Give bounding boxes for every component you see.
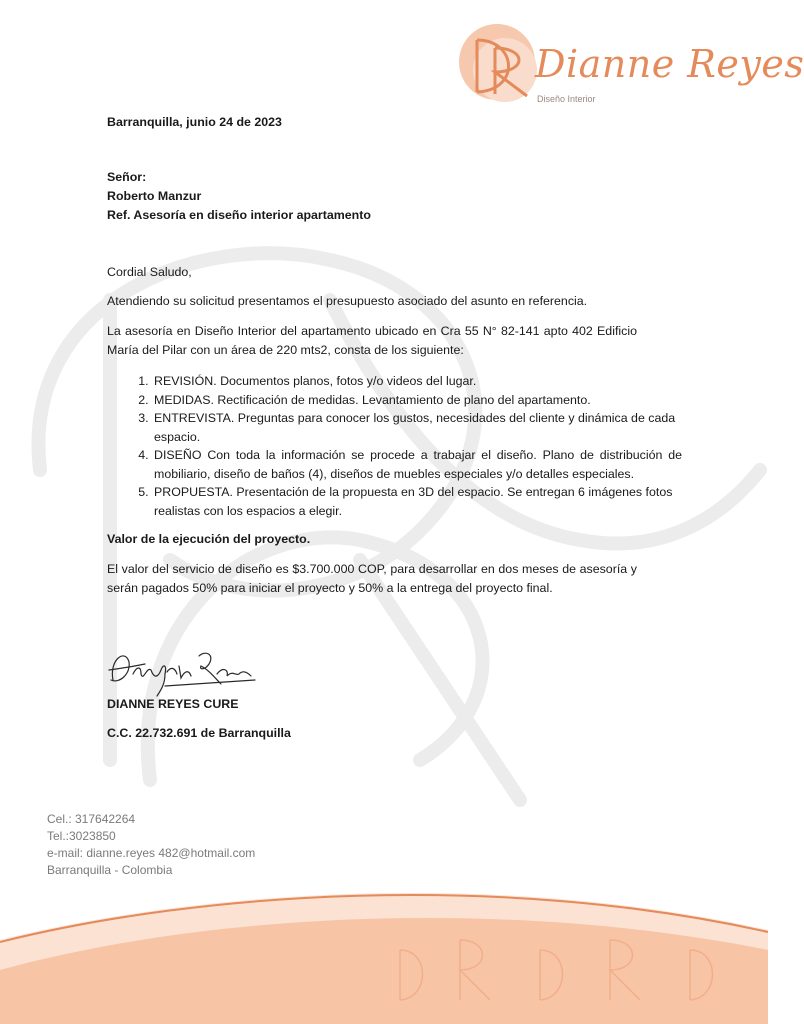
reference-line: Ref. Asesoría en diseño interior apartamento [107,208,371,222]
brand-tagline: Diseño Interior [537,94,596,104]
city-line: Barranquilla - Colombia [47,863,173,877]
salutation-title: Señor: [107,170,147,184]
list-item: 2. MEDIDAS. Rectificación de medidas. Levantamiento de plano del apartamento. [152,391,682,410]
intro-paragraph: Atendiendo su solicitud presentamos el presupuesto asociado del asunto en referencia. [107,294,588,308]
list-item: 1. REVISIÓN. Documentos planos, fotos y/o videos del lugar. [152,372,682,391]
cel-number: Cel.: 317642264 [47,812,136,826]
value-paragraph: El valor del servicio de diseño es $3.700.000 COP, para desarrollar en dos meses de asesoría y serán pagados 50% para iniciar el proyecto y 50% a la entrega del proyecto final. [107,562,637,595]
list-item: 3. ENTREVISTA. Preguntas para conocer los gustos, necesidades del cliente y dinámica de cada espacio. [152,409,682,446]
scope-paragraph: La asesoría en Diseño Interior del apartamento ubicado en Cra 55 N° 82-141 apto 402 Edificio María del Pilar con un área de 220 mts2, consta de los siguiente: [107,324,637,357]
list-item: 5. PROPUESTA. Presentación de la propuesta en 3D del espacio. Se entregan 6 imágenes fotos realistas con los espacios a elegir. [152,483,682,520]
date-line: Barranquilla, junio 24 de 2023 [107,115,282,129]
signer-id: C.C. 22.732.691 de Barranquilla [107,726,291,740]
value-heading: Valor de la ejecución del proyecto. [107,532,311,546]
contact-info [47,811,255,879]
email-address[interactable]: e-mail: dianne.reyes 482@hotmail.com [47,846,256,860]
services-list [107,372,682,520]
handwritten-signature [105,640,265,700]
list-item: 4. DISEÑO Con toda la información se procede a trabajar el diseño. Plano de distribución de mobiliario, diseño de baños (4), diseños de muebles especiales y/o detalles especiales. [152,446,682,483]
recipient-name: Roberto Manzur [107,189,202,203]
tel-number: Tel.:3023850 [47,829,116,843]
brand-logo [455,20,804,110]
greeting: Cordial Saludo, [107,265,192,279]
brand-name: Dianne Reyes [535,42,804,86]
monogram-logo-icon [455,20,545,110]
footer-wave-decoration [0,880,768,1024]
signer-name: DIANNE REYES CURE [107,697,239,711]
